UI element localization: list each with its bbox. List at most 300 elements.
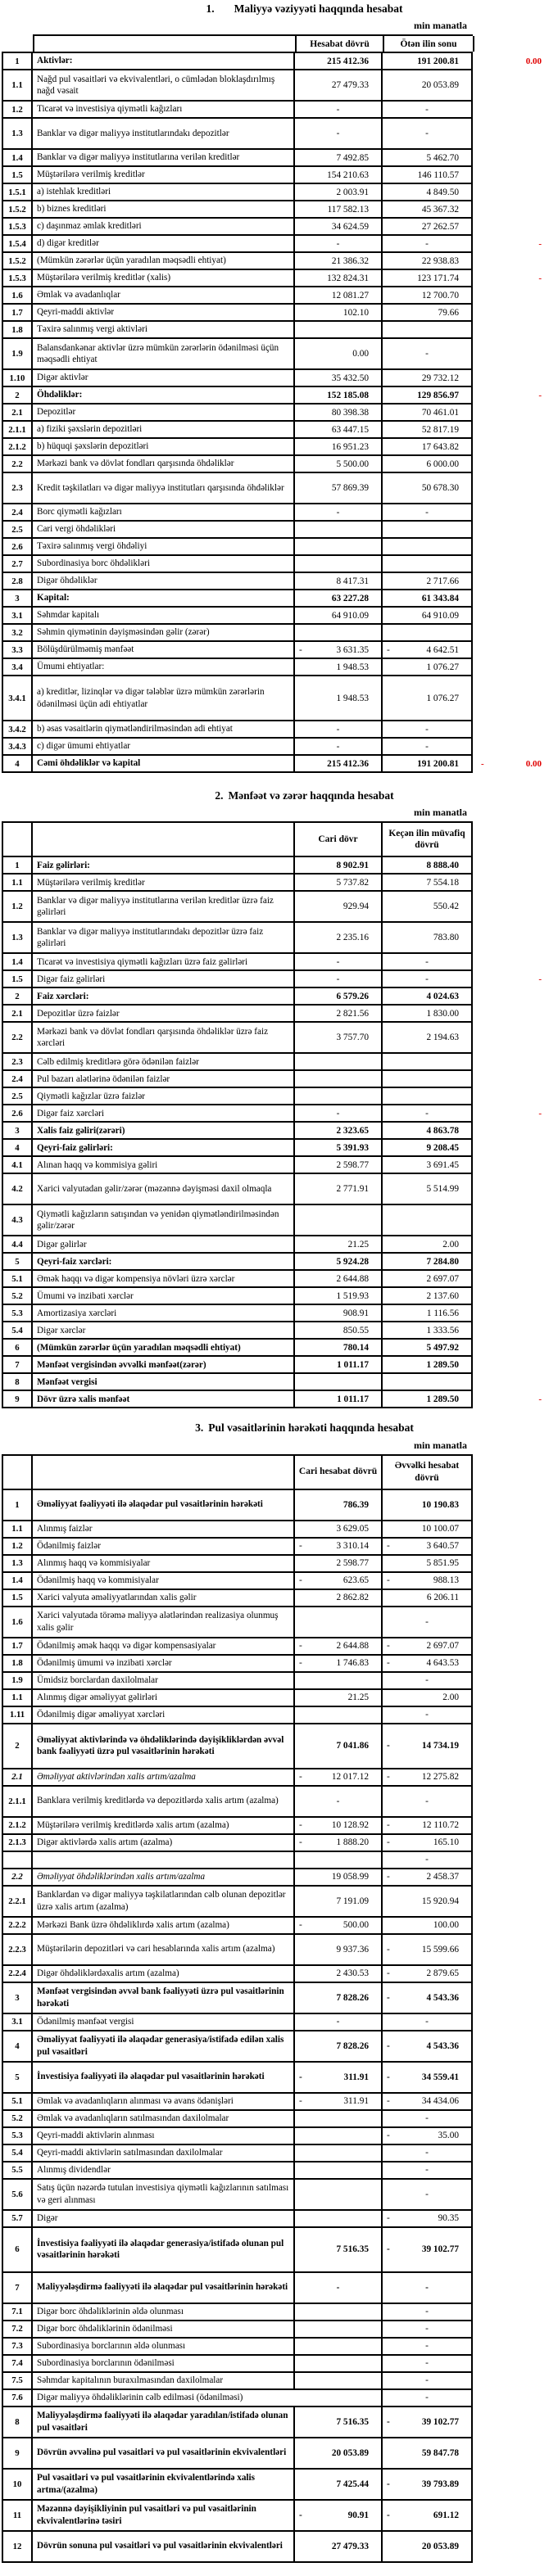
row-label-cell: Digər öhdəliklər <box>33 573 295 589</box>
value-text: 1 948.53 <box>336 693 369 703</box>
row-label-cell: (Mümkün zərərlər üçün yaradılan məqsədli ehtiyat) <box>33 1340 295 1355</box>
value-text: 57 869.39 <box>331 483 369 494</box>
row-label-cell: Faiz gəlirləri: <box>33 857 295 873</box>
table-row <box>2 1520 473 1537</box>
margin-annotation <box>474 1394 542 1404</box>
row-number-cell: 1.3 <box>3 923 33 952</box>
row-number-cell: 3.4.3 <box>3 739 33 754</box>
row-number-cell: 1.3 <box>3 119 33 148</box>
value-text: 2 323.65 <box>336 1125 369 1136</box>
value-cell <box>383 1054 473 1069</box>
value-text: 3 691.45 <box>426 1159 459 1170</box>
value-cell <box>383 1521 473 1537</box>
table-row <box>2 1052 473 1069</box>
annotation-value: 0.00 <box>525 758 542 769</box>
value-text: 2 430.53 <box>336 1968 369 1979</box>
row-number-cell: 2.1.2 <box>3 439 33 454</box>
value-cell <box>295 404 383 420</box>
table-row <box>2 1121 473 1138</box>
value-text: 165.10 <box>433 1837 459 1848</box>
column-header-current: Cari dövr <box>295 823 383 856</box>
table-row <box>2 1637 473 1654</box>
value-cell <box>295 439 383 454</box>
annotation-value: - <box>538 273 542 283</box>
row-number-cell: 3.4.1 <box>3 676 33 720</box>
table-row <box>2 1069 473 1087</box>
value-cell <box>383 2532 473 2561</box>
value-cell <box>383 253 473 269</box>
value-cell <box>295 971 383 987</box>
value-cell <box>383 756 473 771</box>
column-header-previous: Əvvəlki hesabat dövrü <box>383 1456 473 1489</box>
value-text: 691.12 <box>433 2510 459 2520</box>
table-row <box>2 2030 473 2061</box>
value-cell <box>295 1935 383 1964</box>
row-number-cell: 2.4 <box>3 1071 33 1087</box>
row-label-cell: Əməliyyat aktivlərində və öhdəliklərində dəyişikliklərdən əvvəl bank fəaliyyəti üzrə pul vəsaitlərinin hərəkəti <box>33 1724 295 1768</box>
value-text: 7 492.85 <box>336 152 369 163</box>
dash-value: - <box>425 1796 429 1806</box>
value-cell <box>295 2373 383 2388</box>
value-cell <box>295 1322 383 1338</box>
value-cell <box>295 1707 383 1723</box>
row-label-cell: Mərkəzi Bank üzrə öhdəliklırdə xalis artım (azalma) <box>33 1918 295 1933</box>
value-cell <box>383 556 473 572</box>
value-text: 4 642.51 <box>426 644 459 655</box>
row-number-cell: 5.1 <box>3 1271 33 1286</box>
value-text: 7 191.09 <box>336 1896 369 1906</box>
value-cell <box>383 1835 473 1851</box>
value-text: 1 746.83 <box>336 1658 369 1669</box>
value-cell <box>383 1071 473 1087</box>
value-cell <box>383 2014 473 2030</box>
value-text: 132 824.31 <box>327 273 369 283</box>
table-row <box>2 1933 473 1964</box>
table-row <box>2 165 473 183</box>
value-text: 12 017.12 <box>331 1772 369 1783</box>
dash-value: - <box>336 2017 340 2027</box>
table-row <box>2 117 473 148</box>
value-text: 90.35 <box>438 2213 459 2224</box>
value-cell <box>383 892 473 921</box>
value-cell <box>295 2470 383 2499</box>
value-text: 59 847.78 <box>421 2447 459 2458</box>
row-label-cell: Əməliyyat fəaliyyəti ilə əlaqədar pul vəsaitlərinin hərəkəti <box>33 1490 295 1520</box>
value-cell <box>383 573 473 589</box>
dash-value: - <box>425 1108 429 1119</box>
value-cell <box>383 2339 473 2354</box>
value-cell <box>383 659 473 675</box>
value-cell <box>383 1539 473 1554</box>
dash-value: - <box>425 974 429 984</box>
dash-value: - <box>425 2282 429 2293</box>
value-text: 2 644.88 <box>336 1273 369 1284</box>
table-row <box>2 1204 473 1235</box>
value-text: 21.25 <box>347 1692 369 1703</box>
row-number-cell: 6 <box>3 1340 33 1355</box>
row-number-cell: 1.2 <box>3 1539 33 1554</box>
value-cell <box>295 102 383 117</box>
table-header-row <box>2 821 473 856</box>
table-row <box>2 2061 473 2092</box>
table-row <box>2 720 473 737</box>
row-number-cell: 2.1.1 <box>3 422 33 437</box>
annotation-value: - <box>538 238 542 249</box>
value-cell <box>295 590 383 606</box>
value-cell <box>295 642 383 658</box>
table-row <box>2 386 542 403</box>
value-cell <box>383 1490 473 1520</box>
value-cell <box>295 1787 383 1816</box>
statement-3-heading <box>0 1421 558 1435</box>
margin-annotation <box>474 239 542 249</box>
value-cell <box>383 387 473 403</box>
label-header <box>34 36 297 52</box>
row-label-cell: Banklar və digər maliyyə institutlarındakı depozitlər <box>33 119 295 148</box>
value-text: 63 447.15 <box>331 424 369 435</box>
row-number-cell: 3 <box>3 590 33 606</box>
value-text: 5 497.92 <box>426 1342 459 1353</box>
row-number-cell: 4 <box>3 1140 33 1155</box>
row-label-cell: Amortizasiya xərcləri <box>33 1305 295 1321</box>
row-label-cell: Qiymətli kağızlar üzrə faizlər <box>33 1088 295 1104</box>
table-row <box>2 1589 473 1606</box>
row-number-cell: 2.4 <box>3 504 33 520</box>
profit-loss-table <box>2 821 542 1408</box>
row-number-cell: 1.2 <box>3 892 33 921</box>
row-number-cell: 2 <box>3 387 33 403</box>
statement-1-number: 1. <box>206 2 215 15</box>
unit-label-3: min manatla <box>413 1439 467 1451</box>
row-label-cell: Digər xərclər <box>33 1322 295 1338</box>
row-label-cell: İnvestisiya fəaliyyəti ilə əlaqədar generasiya/istifadə olunan pul vəsaitlərinin hərəkəti <box>33 2228 295 2271</box>
row-number-cell: 1.5.1 <box>3 184 33 200</box>
row-number-cell: 4.2 <box>3 1174 33 1204</box>
minus-sign: - <box>387 1741 390 1751</box>
row-label-cell: Subordinasiya borc öhdəlikləri <box>33 556 295 572</box>
value-text: 2 194.63 <box>426 1033 459 1043</box>
dash-value: - <box>425 1616 429 1627</box>
value-cell <box>383 1140 473 1155</box>
row-number-cell: 2.8 <box>3 573 33 589</box>
value-cell <box>383 1254 473 1269</box>
value-cell <box>295 1271 383 1286</box>
row-number-cell: 5.3 <box>3 1305 33 1321</box>
value-text: 2 644.88 <box>336 1641 369 1652</box>
row-label-cell: a) fiziki şəxslərin depozitləri <box>33 422 295 437</box>
row-label-cell: Alınmış faizlər <box>33 1521 295 1537</box>
row-number-cell: 1.9 <box>3 1673 33 1688</box>
row-number-cell: 2.5 <box>3 1088 33 1104</box>
table-row <box>2 1606 473 1637</box>
row-number-cell: 1.5.4 <box>3 236 33 251</box>
table-row <box>2 1021 473 1052</box>
table-row <box>2 100 473 117</box>
table-row <box>2 2468 473 2499</box>
row-label-cell: Banklar və digər maliyyə institutlarına verilən kreditlər <box>33 150 295 165</box>
table-row <box>2 1390 542 1407</box>
value-cell <box>295 2211 383 2226</box>
value-cell <box>383 971 473 987</box>
value-text: 123 171.74 <box>417 273 459 283</box>
value-cell <box>383 1966 473 1982</box>
value-text: 34 434.06 <box>421 2096 459 2107</box>
row-label-cell: Digər borc öhdəliklərinin ödənilməsi <box>33 2321 295 2337</box>
table-row <box>2 1706 473 1723</box>
value-cell <box>383 2321 473 2337</box>
table-row <box>2 472 473 503</box>
value-cell <box>295 2063 383 2092</box>
row-label-cell: (Mümkün zərərlər üçün yaradılan məqsədli ehtiyat) <box>33 253 295 269</box>
row-number-cell: 5.2 <box>3 2111 33 2126</box>
minus-sign: - <box>387 1872 390 1882</box>
row-number-cell: 1.4 <box>3 150 33 165</box>
dash-value: - <box>425 349 429 359</box>
value-text: 1 289.50 <box>426 1394 459 1404</box>
table-row <box>2 2092 473 2109</box>
value-cell <box>295 184 383 200</box>
table-row <box>2 1833 473 1851</box>
row-number-cell: 2.7 <box>3 556 33 572</box>
row-number-cell: 1.5 <box>3 167 33 183</box>
column-header-current: Hesabat dövrü <box>297 36 384 52</box>
value-cell <box>383 1236 473 1252</box>
value-text: 215 412.36 <box>327 56 369 66</box>
row-number-cell: 4.4 <box>3 1236 33 1252</box>
table-row <box>2 1537 473 1554</box>
value-cell <box>383 201 473 217</box>
value-text: 70 461.01 <box>421 407 459 418</box>
value-text: 27 479.33 <box>331 2541 369 2551</box>
table-row <box>2 2337 473 2354</box>
table-row <box>2 2013 473 2030</box>
value-text: 7 554.18 <box>426 877 459 888</box>
value-text: 117 582.13 <box>327 204 369 215</box>
value-cell <box>295 1071 383 1087</box>
table-row <box>2 437 473 454</box>
value-cell <box>295 874 383 890</box>
dash-value: - <box>425 2113 429 2124</box>
minus-sign: - <box>387 2416 390 2427</box>
value-text: 12 275.82 <box>421 1772 459 1783</box>
value-text: 100.00 <box>433 1920 459 1931</box>
value-cell <box>383 1322 473 1338</box>
value-cell <box>295 608 383 623</box>
row-number-cell: 4 <box>3 756 33 771</box>
minus-sign: - <box>387 2479 390 2489</box>
table-row <box>2 1688 473 1706</box>
value-text: 4 543.36 <box>426 2040 459 2051</box>
row-label-cell: Nağd pul vəsaitləri və ekvivalentləri, o cümlədən bloklaşdırılmış nağd vəsait <box>33 70 295 100</box>
table-row <box>2 286 473 303</box>
value-cell <box>383 874 473 890</box>
minus-sign: - <box>387 2096 390 2107</box>
row-label-cell: Məzənnə dəyişikliyinin pul vəsaitləri və pul vəsaitlərinin ekvivalentlərinə təsiri <box>33 2501 295 2530</box>
value-text: 21.25 <box>347 1239 369 1250</box>
table-row <box>2 537 473 554</box>
value-cell <box>383 1724 473 1768</box>
value-text: 2.00 <box>442 1692 459 1703</box>
row-number-cell: 5.5 <box>3 2162 33 2178</box>
value-text: 20 053.89 <box>421 2541 459 2551</box>
row-label-cell: Cari vergi öhdəlikləri <box>33 522 295 537</box>
value-text: 9 937.36 <box>336 1944 369 1955</box>
value-cell <box>295 1254 383 1269</box>
minus-sign: - <box>387 1820 390 1831</box>
row-number-cell: 2.1 <box>3 1769 33 1785</box>
value-text: 4 643.53 <box>426 1658 459 1669</box>
value-text: 79.66 <box>438 307 459 318</box>
value-text: 6 579.26 <box>336 991 369 1001</box>
table-row <box>2 754 542 771</box>
value-cell <box>383 1918 473 1933</box>
value-text: 154 210.63 <box>327 169 369 180</box>
value-text: 1 076.27 <box>426 662 459 672</box>
row-number-cell: 2.6 <box>3 539 33 554</box>
margin-annotation <box>474 759 542 769</box>
value-cell <box>295 1835 383 1851</box>
table-row <box>2 675 473 720</box>
value-text: 10 190.83 <box>421 1499 459 1510</box>
value-cell <box>295 659 383 675</box>
value-cell <box>383 1690 473 1706</box>
minus-sign: - <box>387 2510 390 2520</box>
row-label-cell: Qeyri-faiz xərcləri: <box>33 1254 295 1269</box>
row-label-cell: Digər öhdəliklərdəxalis artım (azalma) <box>33 1966 295 1982</box>
cash-flow-table <box>2 1454 473 2563</box>
value-text: 850.55 <box>343 1325 369 1335</box>
value-cell <box>295 988 383 1004</box>
value-text: 152 185.08 <box>327 390 369 400</box>
row-label-cell: Səhmdar kapitalı <box>33 608 295 623</box>
row-label-cell: Subordinasiya borclarının ödənilməsi <box>33 2356 295 2371</box>
statement-1-heading <box>0 2 558 16</box>
value-text: 191 200.81 <box>417 758 459 769</box>
row-label-cell: Ümidsiz borclardan daxilolmalar <box>33 1673 295 1688</box>
value-cell <box>295 2031 383 2061</box>
minus-sign: - <box>387 1944 390 1955</box>
value-text: 2 771.91 <box>336 1184 369 1195</box>
row-number-cell: 1.4 <box>3 954 33 969</box>
value-cell <box>383 339 473 368</box>
value-text: 311.91 <box>343 2072 369 2082</box>
value-text: 5 500.00 <box>336 459 369 469</box>
value-cell <box>383 923 473 952</box>
table-row <box>2 269 542 286</box>
annotation-value: - <box>538 974 542 984</box>
value-text: 34 624.59 <box>331 221 369 232</box>
value-cell <box>295 1123 383 1138</box>
table-row <box>2 856 473 873</box>
value-cell <box>295 1724 383 1768</box>
row-number-header <box>3 823 33 856</box>
value-text: 3 640.57 <box>426 1541 459 1552</box>
minus-sign: - <box>387 1968 390 1979</box>
row-number-cell: 5 <box>3 1254 33 1269</box>
value-cell <box>383 305 473 320</box>
value-text: 39 793.89 <box>421 2479 459 2489</box>
value-cell <box>383 1573 473 1589</box>
value-text: 3 757.70 <box>336 1033 369 1043</box>
row-label-cell: Əməliyyat fəaliyyəti ilə əlaqədar generasiya/istifadə edilən xalis pul vəsaitləri <box>33 2031 295 2061</box>
minus-sign: - <box>299 2510 302 2520</box>
minus-sign: - <box>299 1820 302 1831</box>
row-number-cell: 2.2.3 <box>3 1935 33 1964</box>
row-number-cell: 5 <box>3 2063 33 2092</box>
row-number-cell: 7.3 <box>3 2339 33 2354</box>
value-text: 4 543.36 <box>426 1992 459 2003</box>
value-text: 780.14 <box>343 1342 369 1353</box>
minus-sign: - <box>299 1541 302 1552</box>
value-cell <box>295 857 383 873</box>
value-cell <box>383 2162 473 2178</box>
dash-value: - <box>425 2324 429 2334</box>
row-label-cell: Təxirə salınmış vergi öhdəliyi <box>33 539 295 554</box>
value-cell <box>295 1590 383 1606</box>
value-text: 7 828.26 <box>336 2040 369 2051</box>
row-number-cell: 1.8 <box>3 1656 33 1671</box>
value-text: 29 732.12 <box>421 373 459 383</box>
table-row <box>2 2354 473 2371</box>
row-label-cell: Mənfəət vergisi <box>33 1374 295 1390</box>
annotation-value: - <box>538 390 542 400</box>
value-text: 3 310.14 <box>336 1541 369 1552</box>
value-text: 7 284.80 <box>426 1256 459 1267</box>
value-cell <box>295 2145 383 2161</box>
dash-value: - <box>425 1855 429 1865</box>
value-text: 8 888.40 <box>426 860 459 870</box>
dash-value: - <box>336 2282 340 2293</box>
row-number-cell: 12 <box>3 2532 33 2561</box>
minus-sign: - <box>387 1837 390 1848</box>
row-number-cell: 7.2 <box>3 2321 33 2337</box>
minus-sign: - <box>387 1575 390 1586</box>
statement-3-title: Pul vəsaitlərinin hərəkəti haqqında hesabat <box>208 1421 414 1435</box>
value-text: 9 208.45 <box>426 1142 459 1153</box>
value-text: 7 041.86 <box>336 1741 369 1751</box>
column-header-previous: Keçən ilin müvafiq dövrü <box>383 823 473 856</box>
table-row <box>2 2126 473 2144</box>
margin-annotation <box>474 273 542 283</box>
value-text: 16 951.23 <box>331 441 369 452</box>
row-number-cell: 2 <box>3 988 33 1004</box>
row-label-cell: Digər aktivlər <box>33 370 295 386</box>
value-cell <box>383 404 473 420</box>
value-cell <box>295 1673 383 1688</box>
value-cell <box>383 2501 473 2530</box>
value-cell <box>295 119 383 148</box>
row-number-cell: 1.7 <box>3 305 33 320</box>
value-text: 90.91 <box>347 2510 369 2520</box>
table-row <box>2 420 473 437</box>
value-text: 129 856.97 <box>417 390 459 400</box>
row-label-cell: Digər borc öhdəliklərinin əldə olunması <box>33 2304 295 2320</box>
value-cell <box>383 102 473 117</box>
value-cell <box>383 2111 473 2126</box>
table-header-row <box>2 1454 473 1489</box>
row-label-cell: Alınmış haqq və kommisiyalar <box>33 1556 295 1571</box>
value-cell <box>295 1656 383 1671</box>
value-text: 15 599.66 <box>421 1944 459 1955</box>
statement-2-number: 2. <box>215 789 224 802</box>
table-row <box>2 2388 473 2406</box>
dash-value: - <box>425 2189 429 2199</box>
value-cell <box>295 1490 383 1520</box>
label-header <box>33 823 295 856</box>
row-label-cell: Əməliyyat öhdəliklərindən xalis artım/azalma <box>33 1869 295 1885</box>
value-cell <box>383 1787 473 1816</box>
value-text: 2 458.37 <box>426 1872 459 1882</box>
